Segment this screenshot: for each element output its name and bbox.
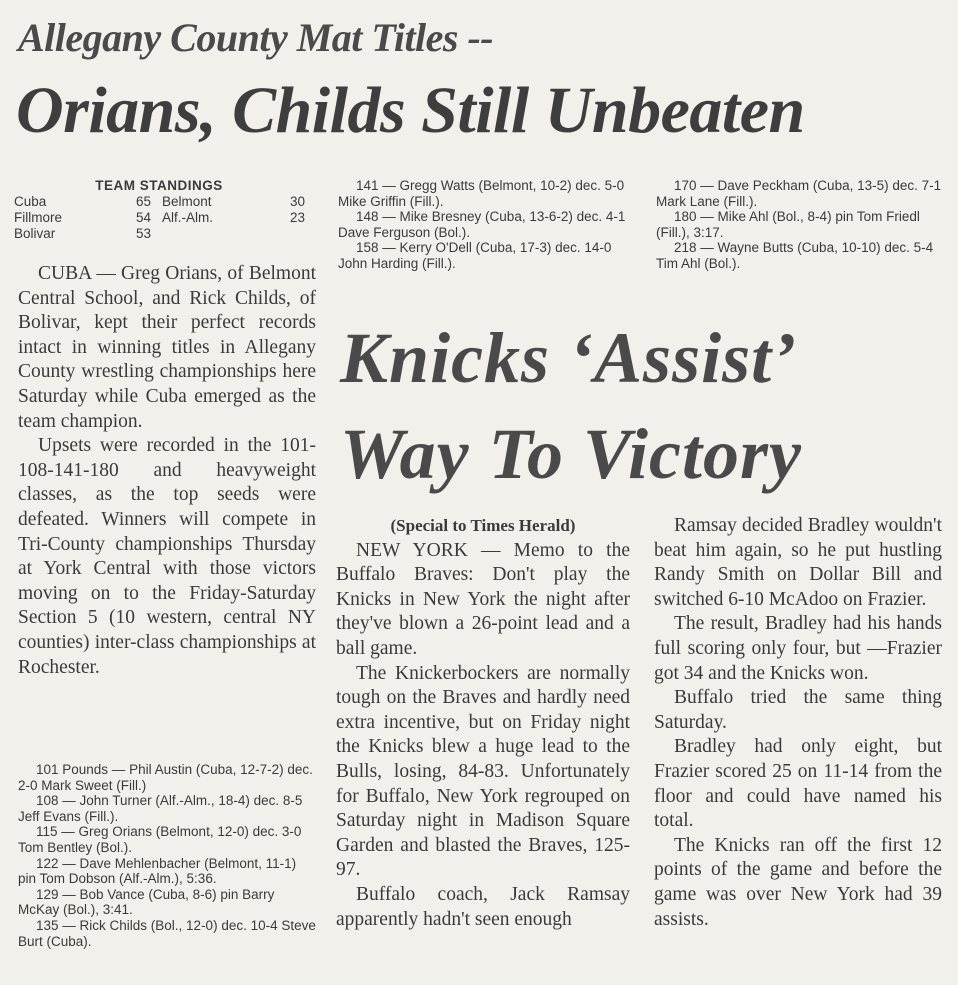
standings-title: TEAM STANDINGS [95, 178, 223, 193]
team-score: 23 [290, 210, 306, 225]
story-paragraph: The Knicks ran off the first 12 points of the game and before the game was over New York had 39 assists. [654, 834, 942, 930]
team-name: Belmont [162, 194, 212, 209]
knicks-headline [340, 310, 802, 502]
results-column-3 [656, 178, 944, 272]
story-paragraph: Upsets were recorded in the 101-108-141-180 and heavyweight classes, as the top seeds were defeated. Winners will compete in Tri-County championships Thursday at York Central with those victors moving on to the Friday-Saturday Section 5 (10 western, central NY counties) inter-class championships at Rochester. [18, 435, 316, 678]
bout-result: 108 — John Turner (Alf.-Alm., 18-4) dec. 8-5 Jeff Evans (Fill.). [18, 793, 303, 824]
knicks-story-column-1 [336, 514, 630, 932]
bout-result: 115 — Greg Orians (Belmont, 12-0) dec. 3-0 Tom Bentley (Bol.). [18, 824, 302, 855]
bout-result: 170 — Dave Peckham (Cuba, 13-5) dec. 7-1 Mark Lane (Fill.). [656, 178, 942, 209]
team-score: 30 [290, 194, 306, 209]
story-paragraph: Bradley had only eight, but Frazier scored 25 on 11-14 from the floor and could have named his total. [654, 736, 942, 832]
bout-result: 122 — Dave Mehlenbacher (Belmont, 11-1) pin Tom Dobson (Alf.-Alm.), 5:36. [18, 855, 297, 887]
team-name: Fillmore [14, 210, 63, 225]
kicker-headline: Allegany County Mat Titles -- [18, 15, 494, 60]
knicks-headline-line1: Knicks ‘Assist’ [340, 318, 798, 398]
story-paragraph: Ramsay decided Bradley wouldn't beat him again, so he put hustling Randy Smith on Dollar Bill and switched 6-10 McAdoo on Frazier. [654, 515, 942, 610]
story-paragraph: Buffalo coach, Jack Ramsay apparently hadn't seen enough [336, 883, 630, 930]
bout-result: 129 — Bob Vance (Cuba, 8-6) pin Barry McKay (Bol.), 3:41. [18, 886, 275, 918]
results-column-1 [18, 762, 316, 949]
bout-result: 218 — Wayne Butts (Cuba, 10-10) dec. 5-4 Tim Ahl (Bol.). [656, 240, 934, 271]
bout-result: 148 — Mike Bresney (Cuba, 13-6-2) dec. 4-1 Dave Ferguson (Bol.). [338, 209, 626, 240]
team-name: Cuba [14, 194, 47, 209]
bout-result: 158 — Kerry O'Dell (Cuba, 17-3) dec. 14-0 John Harding (Fill.). [338, 240, 612, 271]
knicks-story-column-2 [654, 514, 942, 932]
bout-result: 141 — Gregg Watts (Belmont, 10-2) dec. 5-0 Mike Griffin (Fill.). [338, 178, 625, 209]
team-name: Alf.-Alm. [162, 210, 214, 225]
story-paragraph: Buffalo tried the same thing Saturday. [654, 687, 942, 733]
wrestling-story-body [18, 262, 316, 680]
standings-row [14, 210, 314, 226]
standings-row [14, 194, 314, 210]
team-score: 53 [136, 226, 152, 241]
story-paragraph: The Knickerbockers are normally tough on the Braves and hardly need extra incentive, but on Friday night the Knicks blew a huge lead to the Bulls, losing, 84-83. Unfortunately for Buffalo, New York regrouped on Saturday night in Madison Square Garden and blasted the Braves, 125-97. [336, 662, 630, 881]
results-column-2 [338, 178, 630, 272]
story-paragraph: NEW YORK — Memo to the Buffalo Braves: Don't play the Knicks in New York the night after they've blown a 26-point lead and a ball game. [336, 539, 630, 659]
story-paragraph: CUBA — Greg Orians, of Belmont Central School, and Rick Childs, of Bolivar, kept their perfect records intact in winning titles in Allegany County wrestling championships here Saturday while Cuba emerged as the team champion. [18, 263, 316, 432]
team-standings [14, 178, 314, 242]
standings-row [14, 226, 314, 242]
bout-result: 101 Pounds — Phil Austin (Cuba, 12-7-2) dec. 2-0 Mark Sweet (Fill.) [18, 762, 313, 793]
main-headline: Orians, Childs Still Unbeaten [16, 74, 805, 147]
story-credit: (Special to Times Herald) [390, 516, 576, 535]
story-paragraph: The result, Bradley had his hands full scoring only four, but —Frazier got 34 and the Knicks won. [654, 613, 942, 684]
bout-result: 135 — Rick Childs (Bol., 12-0) dec. 10-4 Steve Burt (Cuba). [18, 917, 316, 949]
bout-result: 180 — Mike Ahl (Bol., 8-4) pin Tom Friedl (Fill.), 3:17. [656, 209, 920, 240]
team-score: 65 [136, 194, 152, 209]
team-name: Bolivar [14, 226, 56, 241]
knicks-headline-line2: Way To Victory [340, 414, 802, 494]
team-score: 54 [136, 210, 152, 225]
